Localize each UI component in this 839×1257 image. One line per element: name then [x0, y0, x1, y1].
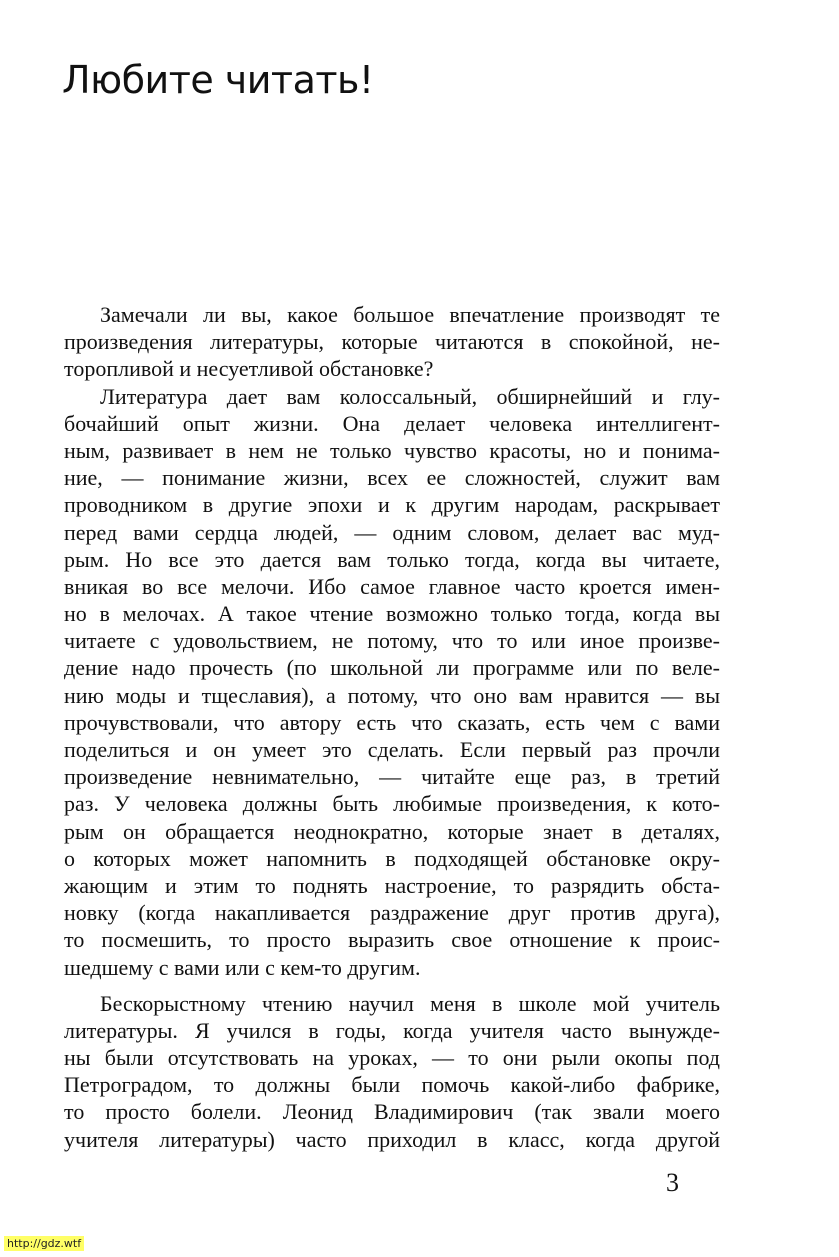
- text-line: шедшему с вами или с кем-то другим.: [64, 954, 421, 980]
- page-number: 3: [666, 1168, 679, 1197]
- text-line: но в мелочах. А такое чтение возможно только тогда, когда вы: [64, 601, 720, 627]
- text-line: рым он обращается неоднократно, которые знает в деталях,: [64, 818, 720, 844]
- body-text: [64, 301, 720, 1153]
- text-line: ние, — понимание жизни, всех ее сложностей, служит вам: [64, 465, 720, 491]
- text-line: бочайший опыт жизни. Она делает человека интеллигент-: [64, 410, 720, 436]
- paragraph-gap: [64, 981, 720, 990]
- text-line: литературы. Я учился в годы, когда учителя часто вынужде-: [64, 1017, 720, 1043]
- text-line: проводником в другие эпохи и к другим народам, раскрывает: [64, 492, 720, 518]
- paragraph-2: [64, 383, 720, 981]
- text-line: читаете с удовольствием, не потому, что то или иное произве-: [64, 628, 720, 654]
- text-line: Бескорыстному чтению научил меня в школе мой учитель: [100, 990, 720, 1016]
- text-line: перед вами сердца людей, — одним словом, делает вас муд-: [64, 519, 720, 545]
- text-line: Петроградом, то должны были помочь какой-либо фабрике,: [64, 1072, 720, 1098]
- text-line: ным, развивает в нем не только чувство красоты, но и понима-: [64, 437, 720, 463]
- page-title: Любите читать!: [62, 58, 374, 102]
- text-line: то посмешить, то просто выразить свое отношение к проис-: [64, 927, 720, 953]
- text-line: дение надо прочесть (по школьной ли программе или по веле-: [64, 655, 720, 681]
- text-line: рым. Но все это дается вам только тогда, когда вы читаете,: [64, 546, 720, 572]
- text-line: торопливой и несуетливой обстановке?: [64, 356, 434, 382]
- text-line: о которых может напомнить в подходящей обстановке окру-: [64, 845, 720, 871]
- text-line: произведение невнимательно, — читайте еще раз, в третий: [64, 764, 720, 790]
- text-line: раз. У человека должны быть любимые произведения, к кото-: [64, 791, 720, 817]
- source-label: http://gdz.wtf: [4, 1236, 84, 1251]
- paragraph-1: [64, 301, 720, 383]
- text-line: вникая во все мелочи. Ибо самое главное часто кроется имен-: [64, 573, 720, 599]
- text-line: произведения литературы, которые читаются в спокойной, не-: [64, 329, 720, 355]
- text-line: новку (когда накапливается раздражение друг против друга),: [64, 900, 720, 926]
- text-line: поделиться и он умеет это сделать. Если первый раз прочли: [64, 737, 720, 762]
- text-line: учителя литературы) часто приходил в класс, когда другой: [64, 1126, 720, 1152]
- text-line: прочувствовали, что автору есть что сказать, есть чем с вами: [64, 709, 720, 735]
- text-line: Замечали ли вы, какое большое впечатление производят те: [100, 302, 720, 327]
- text-line: нию моды и тщеславия), а потому, что оно вам нравится — вы: [64, 682, 720, 708]
- paragraph-3: [64, 990, 720, 1153]
- text-line: ны были отсутствовать на уроках, — то они рыли окопы под: [64, 1045, 720, 1071]
- text-line: то просто болели. Леонид Владимирович (так звали моего: [64, 1099, 720, 1125]
- text-line: жающим и этим то поднять настроение, то разрядить обста-: [64, 872, 720, 898]
- text-line: Литература дает вам колоссальный, обширнейший и глу-: [100, 383, 720, 409]
